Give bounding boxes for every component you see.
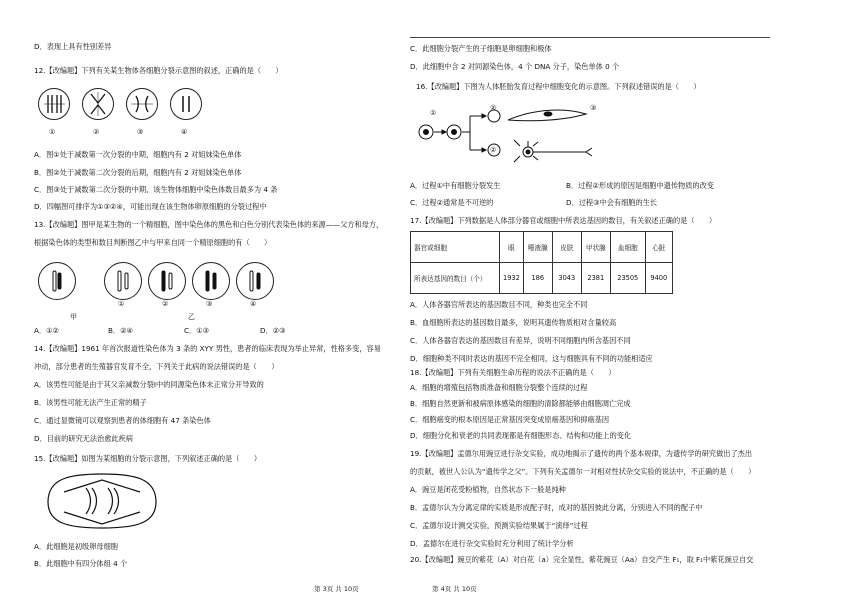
table-cell: 23505 [610,263,645,294]
q12-figure [38,88,208,144]
q15-stem: 15.【改编题】如图为某细胞的分裂示意图，下列叙述正确的是（ ） [34,454,262,463]
q13-option-a: A．①② [34,326,59,335]
q19-option-a: A．豌豆是闭花受粉植物，自然状态下一般是纯种 [410,485,566,494]
table-cell: 9400 [645,263,672,294]
cell-yi-2 [148,262,186,300]
q16-option-c: C．过程②通常是不可逆的 [410,198,494,207]
q14-option-b: B．该男性可能无法产生正常的精子 [34,398,147,407]
q19-stem-line2: 的贡献，被世人公认为“遗传学之父”。下列有关孟德尔一对相对性状杂交实验的说法中，不正确的是（ ） [410,467,756,476]
q14-option-d: D．目前的研究无法治愈此疾病 [34,434,133,443]
q17-option-a: A．人体各器官所表达的基因数目不同，种类也完全不同 [410,300,588,309]
cell-yi-4 [236,262,274,300]
q13-label-2: ② [162,300,169,308]
cell-diagram-2 [82,88,114,120]
q15-option-d: D．此细胞中含 2 对同源染色体，4 个 DNA 分子，染色单体 0 个 [410,62,620,71]
q12-stem: 12.【改编题】下列有关某生物体各细胞分裂示意图的叙述，正确的是（ ） [34,66,283,75]
table-cell: 皮肤 [552,232,581,263]
q11-option-d: D．表现上具有性别差异 [34,42,112,51]
q13-stem-line1: 13.【改编题】图甲是某生物的一个精细胞，图中染色体的黑色和白色分别代表染色体的来源——父方和母方， [34,220,384,229]
q17-option-d: D．细胞种类不同时表达的基因不完全相同，这与细胞具有不同的功能相适应 [410,354,653,363]
table-cell: 3043 [552,263,581,294]
table-cell: 1932 [500,263,524,294]
q18-option-a: A．细胞的增殖包括物质准备和细胞分裂整个连续的过程 [410,383,588,392]
q13-label-yi: 乙 [188,313,195,321]
q15-option-a: A．此细胞是初级卵母细胞 [34,542,118,551]
q14-stem-line2: 冲动，部分患者的生殖器官发育不全，下列关于此病的说法错误的是（ ） [34,362,279,371]
q16-label-1: ① [430,109,437,117]
cell-diagram-1 [38,88,70,120]
q15-figure [42,470,162,530]
q17-table [410,231,673,294]
q13-label-3: ③ [206,300,213,308]
cell-diagram-3 [126,88,158,120]
q12-option-c: C．图③处于减数第二次分裂的中期，该生物体细胞中染色体数目最多为 4 条 [34,185,278,194]
q14-stem-line1: 14.【改编题】1961 年首次报道性染色体为 3 条的 XYY 男性，患者的临床表现为举止异常，性格多变，容易 [34,344,381,353]
q20-stem: 20.【改编题】豌豆的紫花（A）对白花（a）完全显性，紫花豌豆（Aa）自交产生 F₁，取 F₁中紫花豌豆自交 [410,555,754,564]
q13-label-1: ① [118,300,125,308]
q16-label-3: ③ [590,104,597,112]
left-column [34,0,422,608]
q16-option-b: B．过程②形成的原因是细胞中遗传物质的改变 [566,181,714,190]
q18-option-b: B．细胞自然更新和被病原体感染的细胞的清除都能够由细胞凋亡完成 [410,399,631,408]
cell-yi-3 [192,262,230,300]
q12-option-a: A．图①处于减数第一次分裂的中期，细胞内有 2 对姐妹染色单体 [34,150,242,159]
q15-option-b: B．此细胞中有四分体组 4 个 [34,559,128,568]
q19-option-c: C．孟德尔设计测交实验，预测实验结果属于“演绎”过程 [410,521,588,530]
q16-figure [416,100,616,170]
page-footer-right: 第 4页 共 10页 [432,585,477,593]
q19-stem-line1: 19.【改编题】孟德尔用豌豆进行杂交实验，成功地揭示了遗传的两个基本规律，为遗传学的研究做出了杰出 [410,449,753,458]
table-cell: 血细胞 [610,232,645,263]
table-cell: 眼 [500,232,524,263]
cell-diagram-4 [170,88,202,120]
q17-stem: 17.【改编题】下列数据是人体部分器官或细胞中所表达基因的数目，有关叙述正确的是（ ） [410,216,717,225]
q18-option-c: C．细胞癌变的根本原因是正常基因突变成原癌基因和抑癌基因 [410,415,610,424]
table-cell: 心脏 [645,232,672,263]
q12-label-4: ④ [181,128,188,136]
q17-option-c: C．人体各器官表达的基因数目有差异，说明不同细胞内所含基因不同 [410,336,631,345]
q16-option-d: D．过程③中会有细胞的生长 [566,198,658,207]
cell-yi-1 [104,262,142,300]
cell-jia [38,262,76,300]
q14-option-a: A．该男性可能是由于其父亲减数分裂Ⅰ中的同源染色体未正常分开导致的 [34,380,264,389]
table-row [411,232,673,263]
q13-stem-line2: 根据染色体的类型和数目判断图乙中与甲来自同一个精原细胞的有（ ） [34,238,272,247]
table-cell: 186 [523,263,552,294]
q12-label-2: ② [93,128,100,136]
table-cell: 唾液腺 [523,232,552,263]
q14-option-c: C．通过显微镜可以观察到患者的体细胞有 47 条染色体 [34,416,211,425]
q13-option-c: C．①③ [184,326,210,335]
q12-label-3: ③ [137,128,144,136]
q16-label-2b: ② [490,146,497,154]
q13-figure [38,262,278,322]
q18-option-d: D．细胞分化和衰老的共同表现都是有细胞形态、结构和功能上的变化 [410,431,632,440]
q13-option-b: B．②④ [108,326,134,335]
q17-option-b: B．血细胞所表达的基因数目最多，说明其遗传物质相对含量较高 [410,318,617,327]
page-footer-left: 第 3页 共 10页 [314,585,359,593]
q19-option-d: D．孟德尔在进行杂交实验时充分利用了统计学分析 [410,539,574,548]
table-head: 器官或细胞 [411,232,500,263]
table-row [411,263,673,294]
table-cell: 2381 [581,263,610,294]
table-head: 所表达基因的数目（个） [411,263,500,294]
table-cell: 甲状腺 [581,232,610,263]
q12-label-1: ① [49,128,56,136]
q18-stem: 18.【改编题】下列有关细胞生命历程的说法不正确的是（ ） [410,368,616,377]
q13-option-d: D．②③ [260,326,286,335]
q13-label-jia: 甲 [70,313,77,321]
q16-option-a: A．过程①中有细胞分裂发生 [410,181,501,190]
q12-option-b: B．图②处于减数第二次分裂的后期，细胞内有 2 对姐妹染色单体 [34,168,242,177]
q12-option-d: D．四幅图可排序为①③②④，可能出现在该生物体卵原细胞的分裂过程中 [34,202,267,211]
q15-option-c: C．此细胞分裂产生的子细胞是卵细胞和极体 [410,44,552,53]
q16-label-2a: ② [490,104,497,112]
right-column [410,0,798,608]
q19-option-b: B．孟德尔认为分离定律的实质是形成配子时，成对的基因彼此分离，分别进入不同的配子中 [410,503,703,512]
q16-stem: 16.【改编题】下图为人体胚胎发育过程中细胞变化的示意图。下列叙述错误的是（ ） [416,82,701,91]
q13-label-4: ④ [250,300,257,308]
